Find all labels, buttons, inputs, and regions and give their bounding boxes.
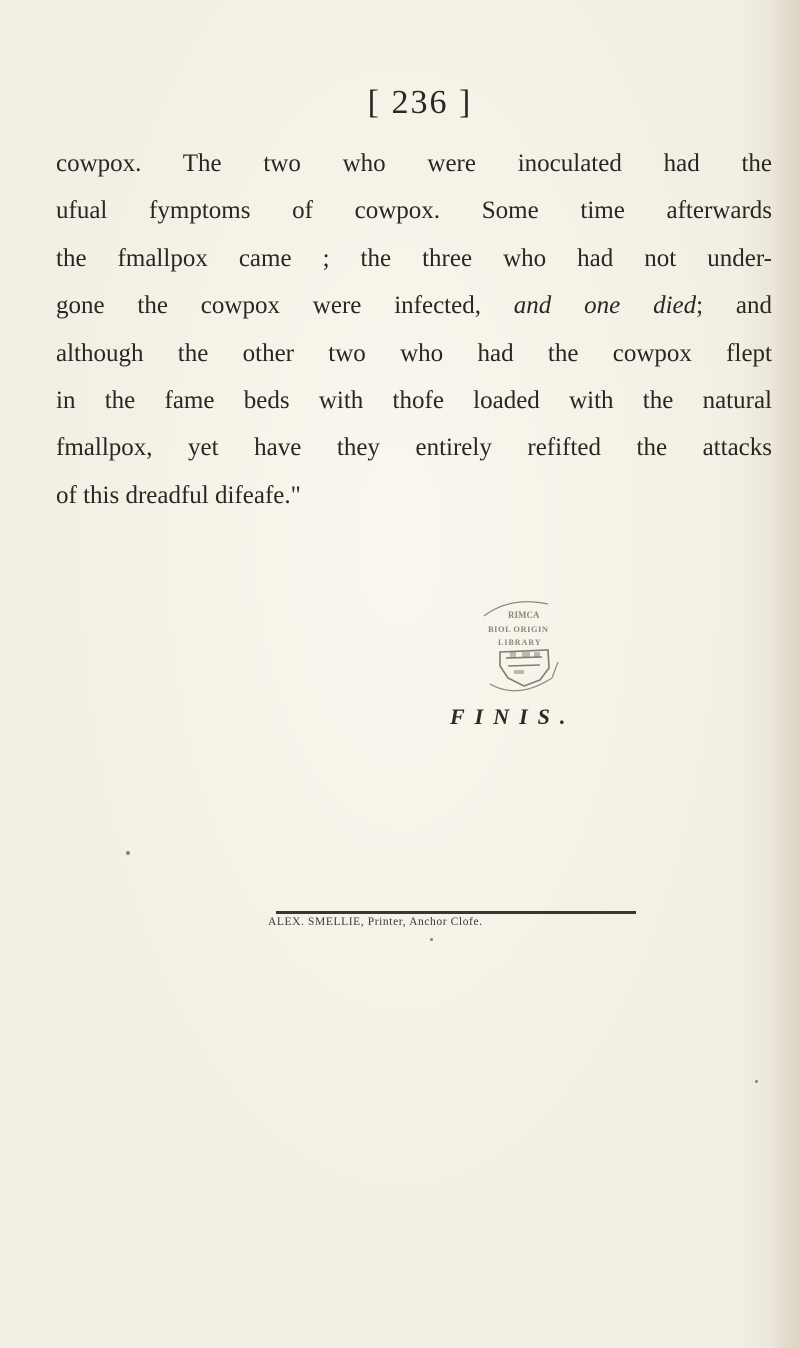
- text-line-4: [56, 282, 772, 329]
- page-number: [ 236 ]: [367, 84, 473, 121]
- text-line-5: although the other two who had the cowpox flept: [56, 339, 772, 367]
- text-line-8: of this dreadful difeafe.": [56, 481, 301, 509]
- text-line-6: in the fame beds with thofe loaded with the natural: [56, 387, 772, 415]
- page-number-header: [0, 84, 800, 122]
- text-line-4-start: gone the cowpox were infected,: [56, 292, 514, 320]
- page-edge-shadow: [772, 0, 800, 1348]
- text-line-4-end: ; and: [696, 292, 772, 320]
- svg-text:RIMCA: RIMCA: [508, 610, 540, 620]
- body-text: [56, 140, 772, 519]
- text-line-1: cowpox. The two who were inoculated had the: [56, 150, 772, 177]
- finis-text: FINIS.: [450, 704, 576, 729]
- ink-speck: [126, 851, 130, 855]
- svg-text:BIOL ORIGIN: BIOL ORIGIN: [488, 624, 549, 634]
- text-line-2: ufual fymptoms of cowpox. Some time afterwards: [56, 197, 772, 225]
- library-stamp: [470, 588, 580, 700]
- text-line-3: the fmallpox came ; the three who had not under-: [56, 244, 772, 272]
- library-stamp-icon: [470, 588, 580, 700]
- imprint-rule: [276, 911, 636, 914]
- svg-text:LIBRARY: LIBRARY: [498, 638, 542, 647]
- ink-speck: [755, 1080, 758, 1083]
- text-line-4-italic: and one died: [513, 292, 697, 320]
- printer-imprint: ALEX. SMELLIE, Printer, Anchor Clofe.: [268, 916, 483, 928]
- ink-speck: [430, 938, 433, 941]
- text-line-7: fmallpox, yet have they entirely refifted the attacks: [56, 434, 772, 462]
